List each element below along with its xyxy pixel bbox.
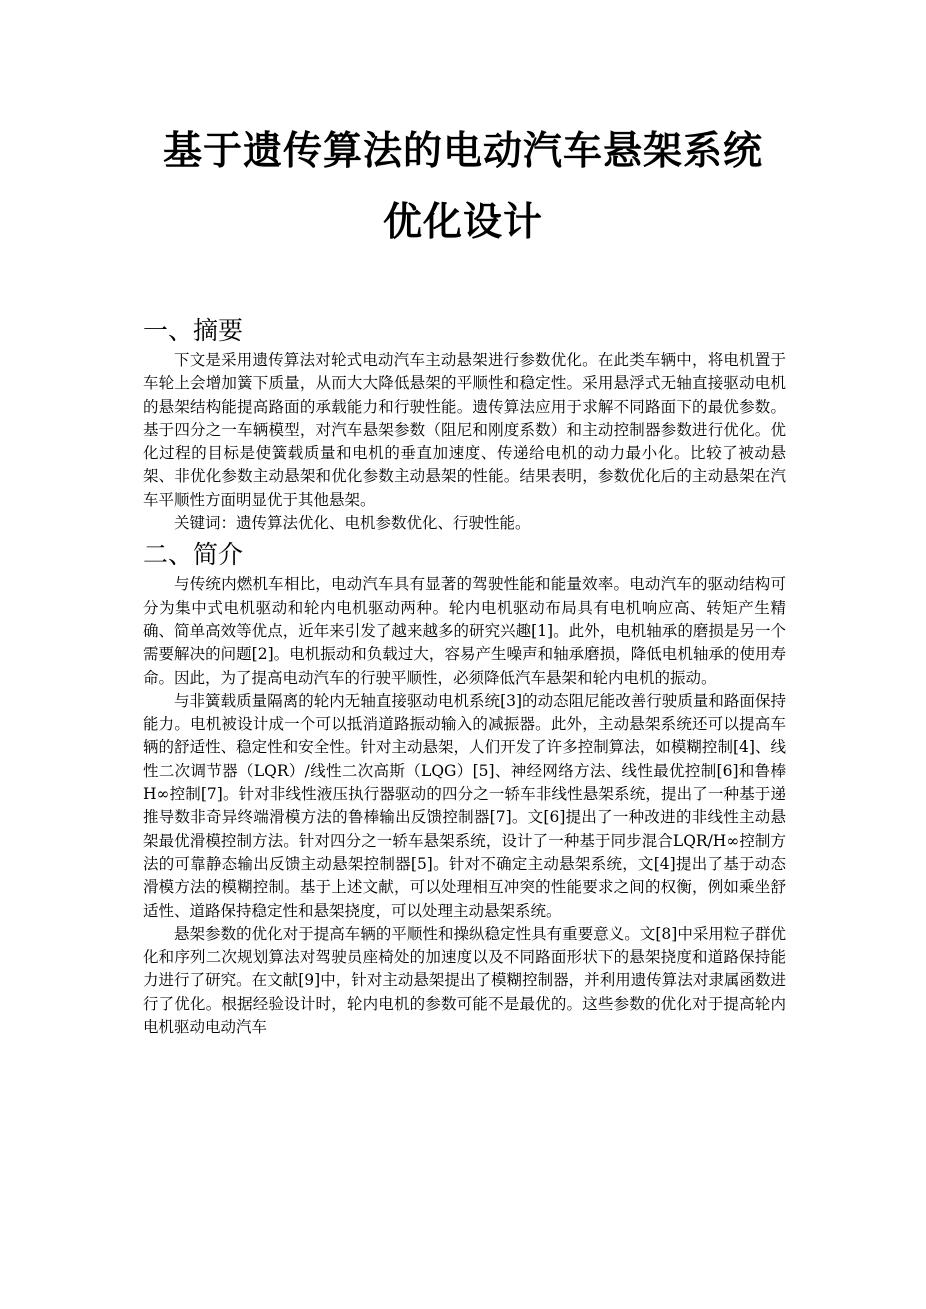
abstract-heading: 一、摘要 [143,316,244,345]
introduction-paragraph-1: 与传统内燃机车相比，电动汽车具有显著的驾驶性能和能量效率。电动汽车的驱动结构可分为集中式电机驱动和轮内电机驱动两种。轮内电机驱动布局具有电机响应高、转矩产生精确、简单高效等优点，近年来引发了越来越多的研究兴趣[1]。此外，电机轴承的磨损是另一个需要解决的问题[2]。电机振动和负载过大，容易产生噪声和轴承磨损，降低电机轴承的使用寿命。因此，为了提高电动汽车的行驶平顺性，必须降低汽车悬架和轮内电机的振动。 [143,575,786,687]
keywords-paragraph: 关键词：遗传算法优化、电机参数优化、行驶性能。 [174,514,531,533]
introduction-paragraph-2: 与非簧载质量隔离的轮内无轴直接驱动电机系统[3]的动态阻尼能改善行驶质量和路面保持能力。电机被设计成一个可以抵消道路振动输入的减振器。此外，主动悬架系统还可以提高车辆的舒适性、稳定性和安全性。针对主动悬架，人们开发了许多控制算法，如模糊控制[4]、线性二次调节器（LQR）/线性二次高斯（LQG）[5]、神经网络方法、线性最优控制[6]和鲁棒 H∞控制[7]。针对非线性液压执行器驱动的四分之一轿车非线性悬架系统，提出了一种基于递推导数非奇异终端滑模方法的鲁棒输出反馈控制器[7]。文[6]提出了一种改进的非线性主动悬架最优滑模控制方法。针对四分之一轿车悬架系统，设计了一种基于同步混合LQR/H∞控制方法的可靠静态输出反馈主动悬架控制器[5]。针对不确定主动悬架系统，文[4]提出了基于动态滑模方法的模糊控制。基于上述文献，可以处理相互冲突的性能要求之间的权衡，例如乘坐舒适性、道路保持稳定性和悬架挠度，可以处理主动悬架系统。 [143,691,786,920]
abstract-paragraph: 下文是采用遗传算法对轮式电动汽车主动悬架进行参数优化。在此类车辆中，将电机置于车轮上会增加簧下质量，从而大大降低悬架的平顺性和稳定性。采用悬浮式无轴直接驱动电机的悬架结构能提高路面的承载能力和行驶性能。遗传算法应用于求解不同路面下的最优参数。基于四分之一车辆模型，对汽车悬架参数（阻尼和刚度系数）和主动控制器参数进行优化。优化过程的目标是使簧载质量和电机的垂直加速度、传递给电机的动力最小化。比较了被动悬架、非优化参数主动悬架和优化参数主动悬架的性能。结果表明，参数优化后的主动悬架在汽车平顺性方面明显优于其他悬架。 [143,351,786,509]
paper-title-line-1: 基于遗传算法的电动汽车悬架系统 [162,129,763,174]
introduction-heading: 二、简介 [143,540,244,570]
paper-title-line-2: 优化设计 [382,200,543,245]
introduction-section [143,537,786,1039]
abstract-section [143,313,786,535]
paper-body [143,313,786,1039]
introduction-paragraph-3: 悬架参数的优化对于提高车辆的平顺性和操纵稳定性具有重要意义。文[8]中采用粒子群优化和序列二次规划算法对驾驶员座椅处的加速度以及不同路面形状下的悬架挠度和道路保持能力进行了研究。在文献[9]中，针对主动悬架提出了模糊控制器，并利用遗传算法对隶属函数进行了优化。根据经验设计时，轮内电机的参数可能不是最优的。这些参数的优化对于提高轮内电机驱动电动汽车 [143,924,786,1037]
